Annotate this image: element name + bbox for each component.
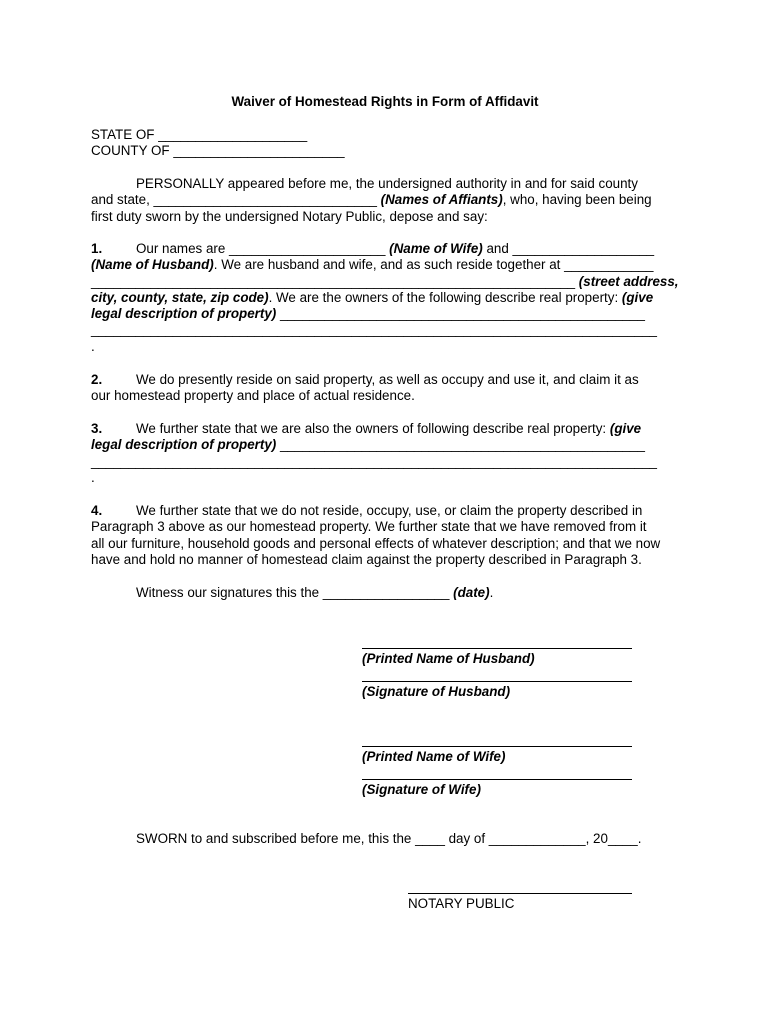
para3-text-a: We further state that we are also the owners of following describe real property:	[136, 421, 610, 436]
name-of-husband-label: (Name of Husband)	[91, 257, 214, 273]
para1-text-e: . We are husband and wife, and as such reside together at ____________	[213, 257, 654, 273]
state-line	[91, 127, 680, 160]
wife-printed-name-line	[362, 746, 632, 747]
notary-public-label: NOTARY PUBLIC	[408, 896, 515, 911]
names-of-affiants-label: (Names of Affiants)	[380, 192, 503, 208]
wife-signature-line	[362, 779, 632, 780]
para1-text-c: and ___________________	[482, 241, 655, 256]
paragraph-number: 3.	[91, 421, 103, 436]
give-label: (give	[621, 289, 654, 305]
intro-paragraph	[91, 176, 680, 225]
legal-description-label: legal description of property)	[91, 306, 277, 322]
para4-line-2: Paragraph 3 above as our homestead property. We further state that we have removed from it	[91, 519, 647, 535]
para3-text-d: _________________________________________________	[276, 437, 645, 453]
paragraph-number: 1.	[91, 241, 103, 256]
para1-period: .	[91, 338, 95, 354]
para1-blank-line: ____________________________________________________________________________	[91, 322, 657, 338]
husband-signature-line	[362, 681, 632, 682]
give-label: (give	[609, 421, 642, 436]
paragraph-number: 4.	[91, 503, 103, 518]
printed-name-wife-label: (Printed Name of Wife)	[362, 749, 506, 764]
intro-line-3: first duty sworn by the undersigned Notary Public, depose and say:	[91, 208, 488, 224]
intro-line-2c: , who, having been being	[502, 192, 652, 208]
notary-signature-line	[408, 893, 632, 894]
signature-husband-label: (Signature of Husband)	[362, 684, 511, 699]
para3-period: .	[91, 469, 95, 485]
name-of-wife-label: (Name of Wife)	[389, 241, 483, 256]
intro-line-2a: and state, ______________________________	[91, 192, 381, 208]
para1-text-f: _________________________________________________________________	[91, 273, 579, 289]
paragraph-3	[91, 421, 680, 486]
para1-text-a: Our names are _____________________	[136, 241, 390, 256]
para1-text-i: . We are the owners of the following describe real property:	[268, 289, 622, 305]
husband-printed-name-line	[362, 648, 632, 649]
paragraph-4	[91, 503, 680, 568]
para4-line-4: have and hold no manner of homestead claim against the property described in Paragraph 3.	[91, 551, 642, 567]
county-field: COUNTY OF _______________________	[91, 143, 345, 159]
witness-line	[91, 585, 680, 601]
para3-blank-line: ____________________________________________________________________________	[91, 453, 657, 469]
signature-wife-label: (Signature of Wife)	[362, 782, 481, 797]
sworn-text: SWORN to and subscribed before me, this the ____ day of _____________, 20____.	[136, 831, 642, 846]
street-address-label: (street address,	[578, 273, 679, 289]
state-field: STATE OF ____________________	[91, 127, 308, 142]
sworn-line	[91, 831, 680, 847]
para4-line-1: We further state that we do not reside, occupy, use, or claim the property described in	[136, 503, 643, 518]
para4-line-3: all our furniture, household goods and personal effects of whatever description; and that we now	[91, 535, 661, 551]
paragraph-1	[91, 241, 680, 355]
paragraph-2	[91, 372, 680, 405]
intro-line-1: PERSONALLY appeared before me, the undersigned authority in and for said county	[136, 176, 638, 191]
legal-description-label: legal description of property)	[91, 437, 277, 453]
paragraph-number: 2.	[91, 372, 103, 387]
date-label: (date)	[453, 585, 490, 600]
witness-text: Witness our signatures this the _________________	[136, 585, 454, 600]
printed-name-husband-label: (Printed Name of Husband)	[362, 651, 535, 666]
city-county-label: city, county, state, zip code)	[91, 289, 269, 305]
para2-line-2: our homestead property and place of actual residence.	[91, 388, 415, 404]
para2-line-1: We do presently reside on said property, as well as occupy and use it, and claim it as	[136, 372, 639, 387]
para1-text-l: _________________________________________________	[276, 306, 645, 322]
document-title: Waiver of Homestead Rights in Form of Affidavit	[231, 94, 539, 109]
witness-period: .	[489, 585, 494, 600]
